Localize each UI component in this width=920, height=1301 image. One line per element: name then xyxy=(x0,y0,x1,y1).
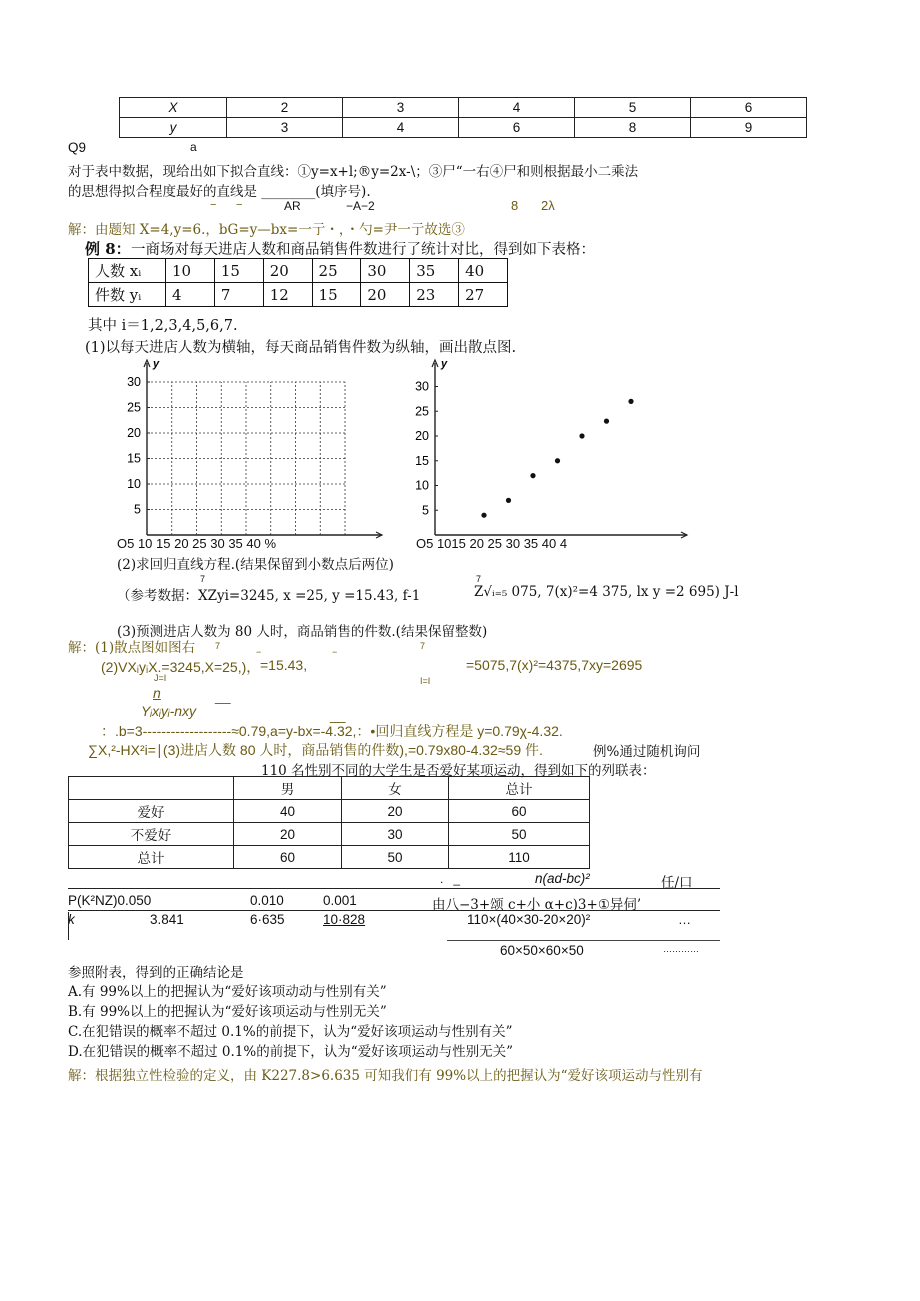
scatter-point xyxy=(628,399,633,404)
rule-frac xyxy=(447,940,720,941)
choice-d: D.在犯错误的概率不超过 0.1%的前提下，认为“爱好该项运动与性别无关” xyxy=(68,1044,514,1060)
table-row xyxy=(89,283,508,307)
table-cell: 8 xyxy=(575,118,691,138)
table-cell: 40 xyxy=(234,800,342,823)
y-tick-label: 20 xyxy=(415,429,429,443)
scatter-point xyxy=(555,458,560,463)
scatter-point xyxy=(604,419,609,424)
row-label: y xyxy=(120,118,227,138)
scatter-point xyxy=(481,513,486,518)
sol2-n: n xyxy=(153,685,161,701)
empty-grid-chart xyxy=(110,355,390,555)
table-row xyxy=(69,846,590,869)
choice-c: C.在犯错误的概率不超过 0.1%的前提下，认为“爱好该项运动与性别有关” xyxy=(68,1024,513,1040)
ref-right: Z√ᵢ₌₅ 075, 7(x)²=4 375, lx y =2 695) J-l xyxy=(474,584,739,600)
scatter-point xyxy=(506,498,511,503)
table-cell: 40 xyxy=(459,259,508,283)
scatter-point xyxy=(579,433,584,438)
table-cell: 50 xyxy=(342,846,449,869)
sol2-line-3: ：.b=3-------------------≈0.79,a=y-bx=-4.32,：•回归直线方程是 y=0.79χ-4.32. xyxy=(101,723,563,739)
problem-line-1: 对于表中数据，现给出如下拟合直线：①y=x+l;®y=2x-\；③尸“一右④尸和则根据最小二乘法 xyxy=(68,164,639,180)
table-cell: 35 xyxy=(410,259,459,283)
part-3: (3)预测进店人数为 80 人时，商品销售的件数.(结果保留整数) xyxy=(117,624,488,640)
right-chart-xticks: O5 1015 20 25 30 35 40 4 xyxy=(416,536,568,551)
row-label: X xyxy=(120,98,227,118)
table-row xyxy=(120,118,807,138)
table-cell: 6 xyxy=(459,118,575,138)
table-cell: 20 xyxy=(342,800,449,823)
header-cell: 总计 xyxy=(449,777,590,800)
xy-table xyxy=(119,97,807,138)
table-row xyxy=(69,823,590,846)
table-cell: 6 xyxy=(691,98,807,118)
sol2-line-4b: 例%通过随机询问 xyxy=(593,744,701,760)
garble-1: − xyxy=(210,199,217,211)
sol2-mark-3: − xyxy=(332,647,338,657)
formula-num: 110×(40×30-20×20)² xyxy=(467,912,591,927)
table-cell: 20 xyxy=(263,259,312,283)
table-cell: 12 xyxy=(263,283,312,307)
sol2-line-1: 解：(1)散点图如图右 xyxy=(68,640,196,656)
sol2-mark-1: 7 xyxy=(215,641,221,651)
y-tick-label: 30 xyxy=(415,379,429,394)
k-val-2: 6·635 xyxy=(250,912,285,927)
table-cell: 4 xyxy=(459,98,575,118)
example-title: 例 8： xyxy=(85,240,131,258)
p-val-3: 0.001 xyxy=(323,893,357,908)
sol2-mark-4: 7 xyxy=(420,641,426,651)
table-cell: 5 xyxy=(575,98,691,118)
ref-sup-a: 7 xyxy=(200,574,206,584)
table-row xyxy=(120,98,807,118)
table-cell: 15 xyxy=(312,283,361,307)
table-cell: 30 xyxy=(342,823,449,846)
question-mark: a xyxy=(190,140,197,154)
table-cell: 30 xyxy=(361,259,410,283)
sol2-line-4a: ∑X,²-HX²i=∣(3)进店人数 80 人时，商品销售的件数),=0.79x80-4.32≈59 件. xyxy=(88,742,543,758)
part-2: (2)求回归直线方程.(结果保留到小数点后两位) xyxy=(117,557,394,573)
scatter-chart xyxy=(405,355,695,555)
y-tick-label: 30 xyxy=(127,375,141,389)
table-cell: 23 xyxy=(410,283,459,307)
p-val-2: 0.010 xyxy=(250,893,284,908)
sol2-frac: Yᵢxᵢyᵢ-nxy xyxy=(141,703,197,719)
k-row: k xyxy=(68,912,75,927)
table-cell: 2 xyxy=(227,98,343,118)
k-row-edge xyxy=(68,912,69,940)
choice-b: B.有 99%以上的把握认为“爱好该项运动与性别无关” xyxy=(68,1004,387,1020)
part-1: (1)以每天进店人数为横轴，每天商品销售件数为纵轴，画出散点图. xyxy=(85,340,517,356)
table-cell: 20 xyxy=(361,283,410,307)
formula-dots-2: ………… xyxy=(663,944,699,954)
header-y: 件数 yᵢ xyxy=(89,283,166,307)
y-tick-label: 20 xyxy=(127,426,141,440)
formula-row-1: 由八−3+颂 c+小 α+c)3+①异伺’ xyxy=(432,897,642,913)
ref-left: （参考数据：XZyi=3245, x =25, y =15.43, f-1 xyxy=(117,588,421,604)
k-val-1: 3.841 xyxy=(150,912,184,927)
table-cell: 3 xyxy=(227,118,343,138)
problem-line-2: 的思想得拟合程度最好的直线是 ________(填序号). xyxy=(68,184,371,200)
header-cell xyxy=(69,777,234,800)
example-text: 一商场对每天进店人数和商品销售件数进行了统计对比，得到如下表格： xyxy=(131,242,595,258)
ref-sup-b: 7 xyxy=(476,574,482,584)
sol2-line-2b: =15.43, xyxy=(260,657,308,673)
garble-6: 2λ xyxy=(541,198,555,213)
scatter-point xyxy=(530,473,535,478)
table-cell: 9 xyxy=(691,118,807,138)
garble-4: −A−2 xyxy=(346,199,375,213)
index-line: 其中 i＝1,2,3,4,5,6,7. xyxy=(88,318,238,334)
sol2-mark-2: − xyxy=(256,647,262,657)
table-cell: 4 xyxy=(166,283,215,307)
table-cell: 60 xyxy=(234,846,342,869)
sol2-sub-2: I=I xyxy=(420,676,431,686)
sol2-dash-b: __ xyxy=(330,707,346,723)
y-axis-label: y xyxy=(441,358,448,370)
left-chart-xticks: O5 10 15 20 25 30 35 40 % xyxy=(117,536,277,551)
table-cell: 7 xyxy=(214,283,263,307)
table-cell: 15 xyxy=(214,259,263,283)
y-tick-label: 10 xyxy=(415,478,429,493)
table-cell: 50 xyxy=(449,823,590,846)
p-row: P(K²NZ)0.050 xyxy=(68,893,152,908)
header-cell: 女 xyxy=(342,777,449,800)
table-cell: 27 xyxy=(459,283,508,307)
y-tick-label: 25 xyxy=(127,400,141,415)
y-tick-label: 15 xyxy=(415,453,429,468)
formula-right: 任/口 xyxy=(661,875,693,891)
choice-a: A.有 99%以上的把握认为“爱好该项动动与性别有关” xyxy=(68,984,387,1000)
question-number: Q9 xyxy=(68,140,87,155)
rule-top xyxy=(68,888,720,889)
table-cell: 不爱好 xyxy=(69,823,234,846)
garble-5: 8 xyxy=(511,198,519,213)
y-tick-label: 10 xyxy=(127,477,141,491)
sol2-line-2a: (2)VXᵢyᵢX.=3245,X=25,)， xyxy=(101,659,261,675)
header-cell: 男 xyxy=(234,777,342,800)
solution-last: 解：根据独立性检验的定义，由 K227.8>6.635 可知我们有 99%以上的把握认为“爱好该项运动与性别有 xyxy=(68,1068,703,1084)
table-cell: 25 xyxy=(312,259,361,283)
garble-3: AR xyxy=(284,199,301,213)
table-cell: 10 xyxy=(166,259,215,283)
sol2-line-2c: =5075,7(x)²=4375,7xy=2695 xyxy=(466,657,643,673)
table-row xyxy=(89,259,508,283)
contingency-table xyxy=(68,776,590,869)
k2-formula: n(ad-bc)² xyxy=(535,871,590,886)
rule-mid xyxy=(68,910,720,911)
formula-ellipsis: … xyxy=(678,912,691,927)
table-row xyxy=(69,800,590,823)
k-val-3: 10·828 xyxy=(323,912,366,927)
garble-2: − xyxy=(236,199,243,211)
table-cell: 爱好 xyxy=(69,800,234,823)
sol2-dash-a: __ xyxy=(215,688,231,704)
header-x: 人数 xᵢ xyxy=(89,259,166,283)
y-tick-label: 5 xyxy=(422,503,429,518)
table-cell: 3 xyxy=(343,98,459,118)
table-cell: 60 xyxy=(449,800,590,823)
table-row xyxy=(69,777,590,800)
table-cell: 20 xyxy=(234,823,342,846)
formula-dots: . _ xyxy=(440,872,461,886)
y-axis-label: y xyxy=(153,358,160,370)
choices-intro: 参照附表，得到的正确结论是 xyxy=(68,965,244,981)
table-cell: 110 xyxy=(449,846,590,869)
table-cell: 总计 xyxy=(69,846,234,869)
table-cell: 4 xyxy=(343,118,459,138)
example-table xyxy=(88,258,508,307)
y-tick-label: 15 xyxy=(127,451,141,466)
solution-1: 解：由题知 X=4,y=6.，bG=y—bx=一亍・，・勺=尹一亍故选③ xyxy=(68,222,465,238)
sol2-sub-1: J=I xyxy=(154,673,167,683)
sol2-line-5: 110 名性别不同的大学生是否爱好某项运动，得到如下的列联表： xyxy=(261,763,656,779)
formula-den: 60×50×60×50 xyxy=(500,943,584,958)
y-tick-label: 25 xyxy=(415,404,429,419)
y-tick-label: 5 xyxy=(134,502,141,517)
